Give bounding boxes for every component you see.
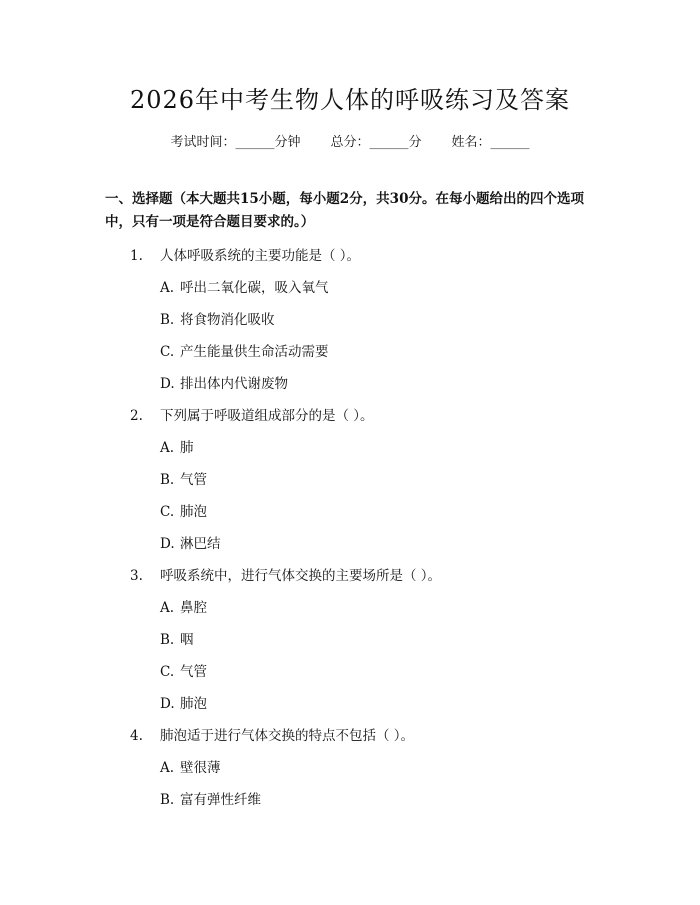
question-1-option-b xyxy=(160,308,275,328)
question-1-option-a xyxy=(160,276,329,296)
option-text: 肺泡 xyxy=(180,504,207,520)
option-letter: A. xyxy=(160,280,175,296)
question-2-option-b xyxy=(160,468,207,488)
total-score-label: 总分：______分 xyxy=(330,135,422,150)
option-letter: B. xyxy=(160,472,175,488)
question-1 xyxy=(130,244,360,264)
option-text: 肺泡 xyxy=(180,696,207,712)
question-text: 呼吸系统中，进行气体交换的主要场所是（ ）。 xyxy=(160,568,442,584)
question-1-option-d xyxy=(160,372,288,392)
option-letter: C. xyxy=(160,344,175,360)
option-text: 气管 xyxy=(180,472,207,488)
option-letter: C. xyxy=(160,504,175,520)
question-number: 1. xyxy=(130,248,143,264)
question-text: 下列属于呼吸道组成部分的是（ ）。 xyxy=(160,408,374,424)
option-letter: A. xyxy=(160,600,175,616)
question-text: 人体呼吸系统的主要功能是（ ）。 xyxy=(160,248,361,264)
question-3 xyxy=(130,564,441,584)
question-number: 4. xyxy=(130,728,143,744)
option-text: 气管 xyxy=(180,664,207,680)
exam-info-line xyxy=(0,131,700,150)
question-number: 3. xyxy=(130,568,143,584)
option-text: 咽 xyxy=(180,632,194,648)
question-3-option-a xyxy=(160,596,207,616)
question-2-option-d xyxy=(160,532,221,552)
question-2 xyxy=(130,404,374,424)
option-text: 鼻腔 xyxy=(180,600,207,616)
option-letter: D. xyxy=(160,696,175,712)
student-name-label: 姓名：______ xyxy=(451,135,530,150)
option-text: 将食物消化吸收 xyxy=(180,312,275,328)
option-letter: C. xyxy=(160,664,175,680)
question-3-option-b xyxy=(160,628,194,648)
question-2-option-c xyxy=(160,500,207,520)
exam-time-label: 考试时间：______分钟 xyxy=(170,135,301,150)
question-4 xyxy=(130,724,414,744)
option-letter: D. xyxy=(160,376,175,392)
question-3-option-d xyxy=(160,692,207,712)
option-letter: B. xyxy=(160,312,175,328)
question-number: 2. xyxy=(130,408,143,424)
option-text: 富有弹性纤维 xyxy=(180,792,261,808)
option-text: 肺 xyxy=(180,440,194,456)
option-text: 壁很薄 xyxy=(180,760,221,776)
section-heading-multiple-choice: 一、选择题（本大题共15小题，每小题2分，共30分。在每小题给出的四个选项中，只有一项是符合题目要求的。） xyxy=(105,191,584,230)
question-2-option-a xyxy=(160,436,194,456)
question-3-option-c xyxy=(160,660,207,680)
question-4-option-b xyxy=(160,788,261,808)
option-letter: A. xyxy=(160,760,175,776)
page-title: 2026年中考生物人体的呼吸练习及答案 xyxy=(129,86,571,114)
option-letter: B. xyxy=(160,792,175,808)
option-text: 排出体内代谢废物 xyxy=(180,376,288,392)
question-text: 肺泡适于进行气体交换的特点不包括（ ）。 xyxy=(160,728,415,744)
option-letter: A. xyxy=(160,440,175,456)
option-text: 产生能量供生命活动需要 xyxy=(180,344,329,360)
question-4-option-a xyxy=(160,756,221,776)
option-text: 呼出二氧化碳，吸入氧气 xyxy=(180,280,329,296)
question-1-option-c xyxy=(160,340,329,360)
option-letter: D. xyxy=(160,536,175,552)
option-text: 淋巴结 xyxy=(180,536,221,552)
option-letter: B. xyxy=(160,632,175,648)
